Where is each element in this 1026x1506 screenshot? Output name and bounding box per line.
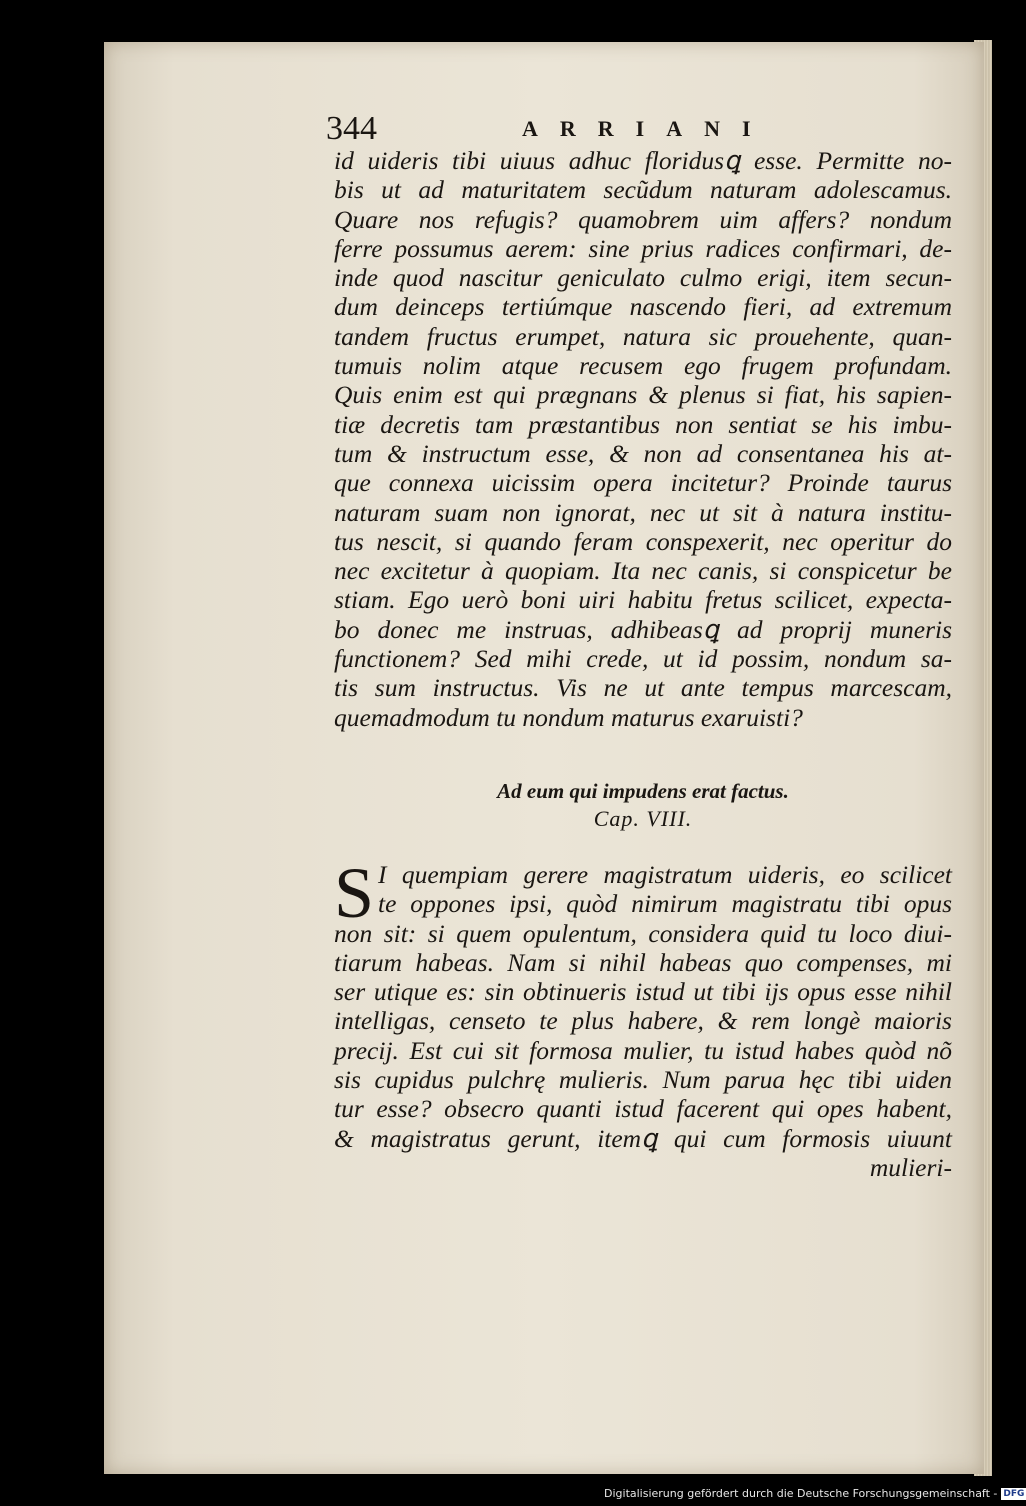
text-line: ser utique es: sin obtinueris istud ut tibi ijs opus esse nihil [334,977,952,1007]
digitization-credit [604,1484,1025,1504]
text-line: tiæ decretis tam præstantibus non sentiat se his imbu- [334,409,952,439]
text-line: inde quod nascitur geniculato culmo erigi, item secun- [334,263,952,293]
text-line: naturam suam non ignorat, nec ut sit à natura institu- [334,497,952,527]
text-line: tis sum instructus. Vis ne ut ante tempus marcescam, [334,673,952,703]
text-line: dum deinceps tertiúmque nascendo fieri, ad extremum [334,292,952,322]
text-line: & magistratus gerunt, itemꝗ qui cum formosis uiuunt [334,1123,952,1153]
page-number: 344 [326,110,377,147]
text-line: te oppones ipsi, quòd nimirum magistratu tibi opus [378,889,952,919]
text-line: tiarum habeas. Nam si nihil habeas quo compenses, mi [334,947,952,977]
text-line: tur esse? obsecro quanti istud facerent qui opes habent, [334,1094,952,1124]
text-line: Quis enim est qui prægnans & plenus si fiat, his sapien- [334,380,952,410]
chapter-title: Ad eum qui impudens erat factus. [497,779,789,803]
paragraph-1 [334,146,952,732]
chapter-heading [334,778,952,834]
text-line: bis ut ad maturitatem secũdum naturam adolescamus. [334,175,952,205]
text-line: tandem fructus erumpet, natura sic prouehente, quan- [334,321,952,351]
drop-cap: S [334,853,375,933]
dfg-logo: DFG [1003,1489,1025,1499]
credit-text: Digitalisierung gefördert durch die Deutsche Forschungsgemeinschaft - [604,1487,998,1500]
paragraph-2 [334,853,952,1182]
text-line: stiam. Ego uerò boni uiri habitu fretus scilicet, expecta- [334,585,952,615]
text-line: precij. Est cui sit formosa mulier, tu istud habes quòd nõ [334,1035,952,1065]
running-head: ARRIANI [522,116,773,141]
text-line: functionem? Sed mihi crede, ut id possim, nondum sa- [334,644,952,674]
text-line: bo donec me instruas, adhibeasꝗ ad proprij muneris [334,614,952,644]
chapter-number: Cap. VIII. [593,806,693,831]
text-line: I quempiam gerere magistratum uideris, eo scilicet [378,860,952,889]
text-line: sis cupidus pulchrę mulieris. Num parua hęc tibi uiden [334,1065,952,1095]
text-line: tum & instructum esse, & non ad consentanea his at- [334,438,952,468]
text-line: tumuis nolim atque recusem ego frugem profundam. [334,351,952,381]
text-line: ferre possumus aerem: sine prius radices confirmari, de- [334,233,952,263]
text-line: id uideris tibi uiuus adhuc floridusꝗ esse. Permitte no- [334,146,952,175]
text-line: que connexa uicissim opera incitetur? Proinde taurus [334,468,952,498]
text-line: tus nescit, si quando feram conspexerit, nec operitur do [334,526,952,556]
text-line: nec excitetur à quopiam. Ita nec canis, si conspicetur be [334,556,952,586]
catchword: mulieri- [869,1152,952,1182]
text-line: non sit: si quem opulentum, considera quid tu loco diui- [334,918,952,948]
text-line: Quare nos refugis? quamobrem uim affers? nondum [334,204,952,234]
text-line: intelligas, censeto te plus habere, & rem longè maioris [334,1006,952,1036]
text-line: quemadmodum tu nondum maturus exaruisti? [334,702,803,732]
